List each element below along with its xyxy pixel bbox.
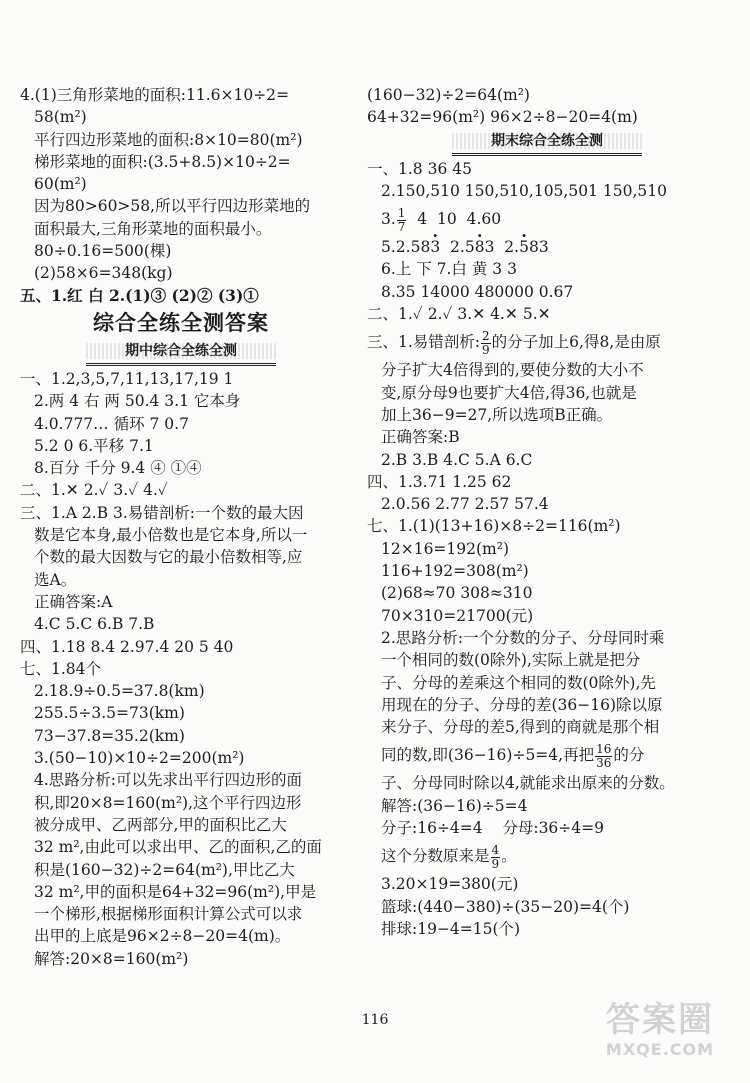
answer-line: 4.C 5.C 6.B 7.B (34, 615, 155, 634)
answer-line: 七、1.84个 (20, 659, 102, 678)
fraction (491, 844, 501, 871)
answer-line: 选A。 (34, 570, 77, 589)
answer-line: 6.上 下 7.白 黄 3 3 (381, 260, 517, 279)
answer-line: 3.20×19=380(元) (381, 875, 519, 894)
answer-text: 的分 (613, 746, 645, 765)
watermark-text: 答案圈 (606, 1000, 714, 1040)
answer-line: 一个相同的数(0除外),实际上就是把分 (381, 651, 641, 670)
answer-line: 五、1.红 白 2.(1)③ (2)② (3)① (20, 285, 259, 305)
repeating-digit: 8 · (475, 238, 485, 256)
fraction-numerator: 2 (482, 328, 490, 343)
answer-line: 255.5÷3.5=73(km) (34, 704, 185, 723)
answer-line (367, 325, 727, 359)
right-column (367, 84, 727, 940)
answer-text: 。 (501, 847, 517, 866)
answer-line: 三、1.A 2.B 3.易错剖析:一个数的最大因 (20, 503, 304, 522)
answer-line: 积,即20×8=160(m²),这个平行四边形 (34, 793, 302, 812)
answer-line (367, 202, 727, 236)
fraction-numerator: 1 (397, 205, 406, 220)
answer-line: 变,原分母9也要扩大4倍,得36,也就是 (381, 383, 637, 402)
answer-line: 出甲的上底是96×2÷8−20=4(m)。 (34, 927, 291, 946)
repeating-digit: 3 · (430, 238, 440, 256)
answer-text: 三、1.易错剖析: (367, 333, 481, 352)
answer-line: 4.思路分析:可以先求出平行四边形的面 (34, 771, 303, 790)
answer-line: 四、1.18 8.4 2.97.4 20 5 40 (20, 637, 234, 656)
answer-line: 分子扩大4倍得到的,要使分数的大小不 (381, 361, 644, 380)
answer-line: 12×16=192(m²) (381, 539, 510, 558)
answer-line: (2)68≈70 308≈310 (381, 584, 533, 603)
answer-text: 3 2. (484, 238, 520, 257)
answer-line: 116+192=308(m²) (381, 562, 529, 581)
answer-line: 4.(1)三角形菜地的面积:11.6×10÷2= (20, 86, 290, 104)
answer-text: 这个分数原来是 (381, 847, 490, 866)
answer-line: 用现在的分子、分母的差(36−16)除以原 (381, 695, 663, 714)
fraction-denominator: 9 (491, 856, 500, 871)
answer-line: (2)58×6=348(kg) (34, 264, 173, 283)
answer-line: 二、1.✕ 2.✓ 3.✓ 4.✓ (20, 481, 168, 500)
answer-line: 来分子、分母的差5,得到的商就是那个相 (381, 718, 660, 737)
answer-line: 解答:20×8=160(m²) (34, 949, 189, 968)
answer-line: 8.35 14000 480000 0.67 (381, 282, 574, 301)
answer-line: 数是它本身,最小倍数也是它本身,所以一 (34, 526, 308, 545)
answer-line: 正确答案:A (34, 592, 113, 611)
answer-line: 加上36−9=27,所以选项B正确。 (381, 405, 613, 424)
answer-line: 积是(160−32)÷2=64(m²),甲比乙大 (34, 860, 295, 879)
answer-text: 同的数,即(36−16)÷5=4,再把 (381, 746, 595, 765)
answer-line: 解答:(36−16)÷5=4 (381, 796, 528, 815)
fraction-denominator: 36 (596, 755, 612, 770)
answer-line: 60(m²) (34, 175, 87, 194)
answer-line: 32 m²,由此可以求出甲、乙的面积,乙的面 (34, 838, 322, 857)
answer-line: 子、分母的差乘这个相同的数(0除外),先 (381, 673, 656, 692)
fraction-numerator: 4 (491, 842, 500, 857)
answer-line: 70×310=21700(元) (381, 606, 534, 625)
answer-line: 64+32=96(m²) 96×2÷8−20=4(m) (367, 108, 638, 127)
answer-line: 32 m²,甲的面积是64+32=96(m²),甲是 (34, 882, 317, 901)
answer-line: 一、1.2,3,5,7,11,13,17,19 1 (20, 369, 234, 388)
fraction-denominator: 9 (482, 342, 490, 357)
answer-line: 5.2 0 6.平移 7.1 (34, 436, 154, 455)
answer-line: 七、1.(1)(13+16)×8÷2=116(m²) (367, 517, 621, 536)
fraction-numerator: 16 (596, 741, 612, 756)
answer-line: 正确答案:B (381, 428, 460, 447)
fraction-denominator: 7 (397, 219, 406, 234)
answer-line: 一、1.8 36 45 (367, 159, 472, 178)
answer-line: 80÷0.16=500(棵) (34, 242, 172, 261)
answer-line: 73−37.8=35.2(km) (34, 726, 185, 745)
answer-text: 83 (528, 238, 549, 257)
answer-line: 8.百分 千分 9.4 ④ ①④ (34, 459, 202, 478)
answer-line: 2.两 4 右 两 50.4 3.1 它本身 (34, 392, 241, 411)
answer-line: 2.0.56 2.77 2.57 57.4 (381, 495, 549, 514)
answer-text: 2.5 (440, 238, 475, 257)
answer-line: 58(m²) (34, 108, 87, 127)
answer-line: 排球:19−4=15(个) (381, 919, 521, 938)
fraction (595, 743, 612, 770)
answer-text: 5.2.58 (381, 238, 431, 257)
watermark-logo (592, 1001, 728, 1067)
answer-line: 子、分母同时除以4,就能求出原来的分数。 (381, 774, 675, 793)
answer-line (367, 236, 727, 258)
answer-line: 4.0.777… 循环 7 0.7 (34, 414, 189, 433)
fraction (481, 330, 491, 357)
answer-line: 因为80>60>58,所以平行四边形菜地的 (34, 197, 311, 216)
answer-line: (160−32)÷2=64(m²) (367, 86, 530, 104)
answer-line: 分子:16÷4=4 分母:36÷4=9 (381, 819, 604, 838)
answer-line: 2.B 3.B 4.C 5.A 6.C (381, 450, 533, 469)
answer-line: 篮球:(440−380)÷(35−20)=4(个) (381, 897, 630, 916)
answer-line: 3.(50−10)×10÷2=200(m²) (34, 749, 245, 768)
answer-text: 的分子加上6,得8,是由原 (491, 333, 661, 352)
answer-line: 平行四边形菜地的面积:8×10=80(m²) (34, 130, 303, 149)
answer-line: 梯形菜地的面积:(3.5+8.5)×10÷2= (34, 152, 291, 171)
answer-line: 2.150,510 150,510,105,501 150,510 (381, 181, 667, 200)
fraction (397, 207, 407, 234)
answer-line: 2.18.9÷0.5=37.8(km) (34, 682, 205, 701)
section-title: 综合全练全测答案 (93, 310, 269, 335)
answer-line: 2.思路分析:一个分数的分子、分母同时乘 (381, 628, 665, 647)
answer-line: 一个梯形,根据梯形面积计算公式可以求 (34, 905, 303, 924)
answer-line (367, 738, 727, 772)
section-banner: 期末综合全练全测 (452, 131, 642, 156)
answer-line: 被分成甲、乙两部分,甲的面积比乙大 (34, 815, 287, 834)
answer-text: 4 10 4.60 (407, 210, 502, 229)
answer-line: 个数的最大因数与它的最小倍数相等,应 (34, 548, 303, 567)
answer-line: 四、1.3.71 1.25 62 (367, 472, 512, 491)
answer-line: 二、1.✓ 2.✓ 3.✕ 4.✕ 5.✕ (367, 305, 551, 324)
repeating-digit: 5 · (519, 238, 529, 256)
section-banner: 期中综合全练全测 (86, 341, 276, 366)
answer-text: 3. (381, 210, 396, 229)
left-column (20, 84, 342, 970)
page-number: 116 (361, 1012, 389, 1028)
watermark-url: MXQE.COM (605, 1040, 715, 1059)
answer-line: 面积最大,三角形菜地的面积最小。 (34, 219, 272, 238)
answer-line (367, 839, 727, 873)
